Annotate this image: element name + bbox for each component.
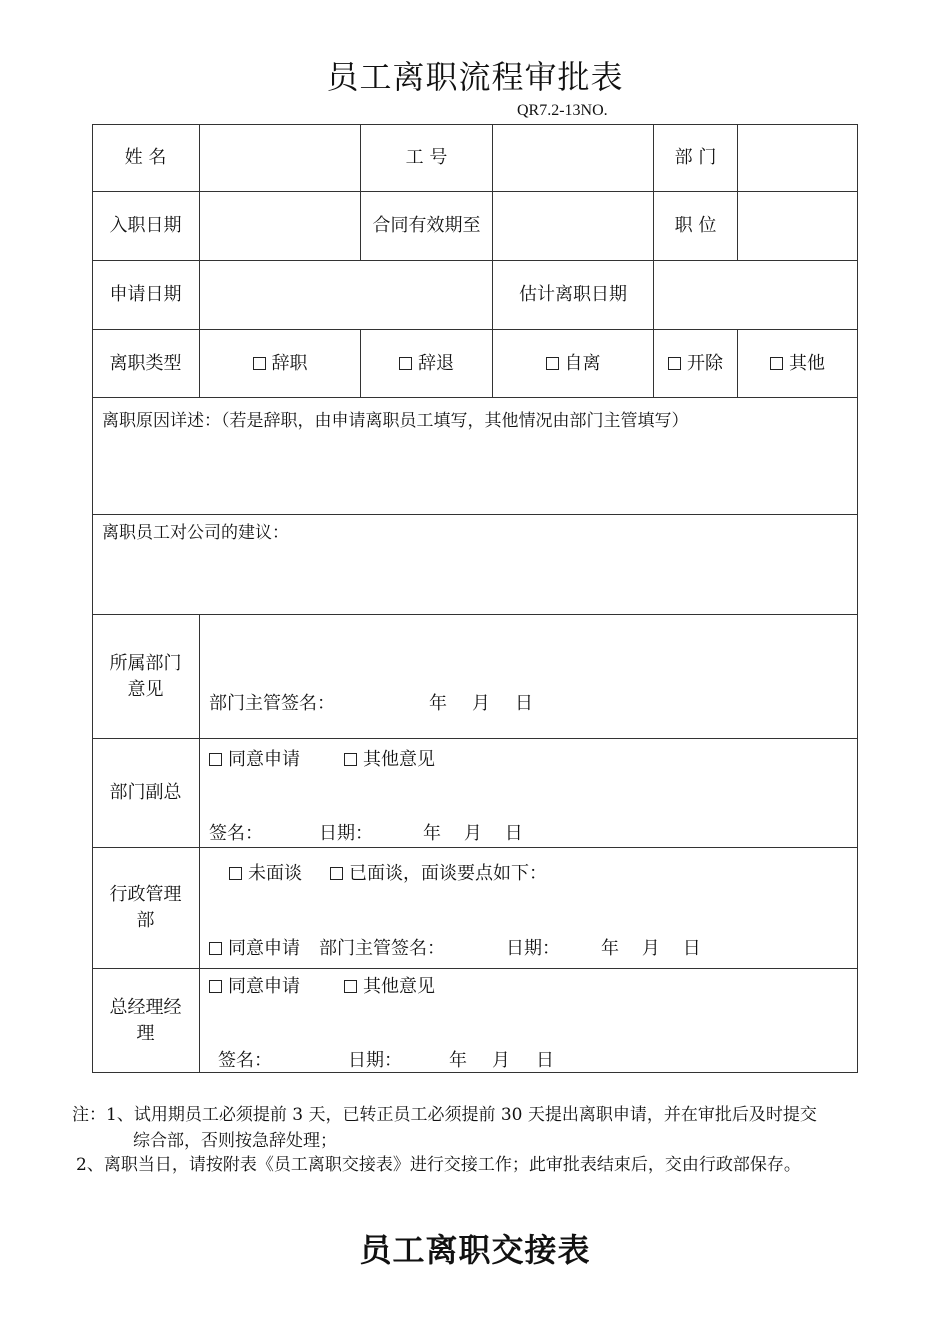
vice-agree-option[interactable]: 同意申请 [209, 745, 300, 771]
note-1: 注：1、试用期员工必须提前 3 天，已转正员工必须提前 30 天提出离职申请，并在审批后及时提交 [72, 1105, 817, 1125]
gm-year-label: 年 [449, 1050, 467, 1071]
department-field[interactable] [738, 124, 858, 192]
dept-opinion-field[interactable] [200, 615, 858, 739]
option-other[interactable]: 其他 [738, 330, 858, 398]
admin-sign-label: 部门主管签名： [319, 938, 445, 959]
dept-opinion-label: 所属部门 意见 [92, 615, 200, 739]
gm-agree-option[interactable]: 同意申请 [209, 972, 300, 998]
vice-sign-label: 签名： [209, 823, 263, 844]
approval-form-table [92, 124, 858, 1073]
employee-id-label: 工 号 [361, 124, 493, 192]
admin-dept-label: 行政管理 部 [92, 848, 200, 969]
leave-type-label: 离职类型 [92, 330, 200, 398]
checkbox-icon[interactable] [229, 867, 242, 880]
estimated-leave-date-field[interactable] [654, 261, 858, 330]
month-label: 月 [472, 693, 490, 714]
general-manager-field[interactable] [200, 969, 858, 1073]
general-manager-label: 总经理经 理 [92, 969, 200, 1073]
year-label: 年 [429, 693, 447, 714]
suggestion-section[interactable] [92, 515, 858, 615]
checkbox-icon[interactable] [344, 980, 357, 993]
interviewed-option[interactable]: 已面谈，面谈要点如下： [330, 859, 547, 885]
employee-id-field[interactable] [493, 124, 654, 192]
department-label: 部 门 [654, 124, 738, 192]
option-resign[interactable]: 辞职 [200, 330, 361, 398]
vice-other-option[interactable]: 其他意见 [344, 745, 435, 771]
note-1-continued: 综合部，否则按急辞处理； [133, 1131, 337, 1151]
leave-reason-section[interactable] [92, 398, 858, 515]
not-interviewed-option[interactable]: 未面谈 [229, 859, 302, 885]
vice-ymd-label: 年 月 日 [423, 823, 523, 844]
estimated-leave-date-label: 估计离职日期 [493, 261, 654, 330]
position-field[interactable] [738, 192, 858, 261]
option-self-leave[interactable]: 自离 [493, 330, 654, 398]
form-code: QR7.2-13NO. [517, 102, 608, 119]
dept-manager-sign-label: 部门主管签名： [209, 693, 335, 714]
checkbox-icon[interactable] [330, 867, 343, 880]
gm-date-label: 日期： [348, 1050, 402, 1071]
apply-date-label: 申请日期 [92, 261, 200, 330]
vice-president-label: 部门副总 [92, 739, 200, 848]
checkbox-icon[interactable] [209, 980, 222, 993]
contract-expiry-label: 合同有效期至 [361, 192, 493, 261]
checkbox-icon[interactable] [344, 753, 357, 766]
option-dismiss[interactable]: 辞退 [361, 330, 493, 398]
position-label: 职 位 [654, 192, 738, 261]
form-title: 员工离职流程审批表 [326, 58, 624, 96]
apply-date-field[interactable] [200, 261, 493, 330]
vice-date-label: 日期： [319, 823, 373, 844]
option-fired[interactable]: 开除 [654, 330, 738, 398]
checkbox-icon[interactable] [668, 357, 681, 370]
gm-sign-label: 签名： [218, 1050, 272, 1071]
gm-month-label: 月 [492, 1050, 510, 1071]
hire-date-label: 入职日期 [92, 192, 200, 261]
note-2: 2、离职当日，请按附表《员工离职交接表》进行交接工作；此审批表结束后，交由行政部保存。 [76, 1155, 801, 1175]
checkbox-icon[interactable] [399, 357, 412, 370]
vice-president-field[interactable] [200, 739, 858, 848]
checkbox-icon[interactable] [770, 357, 783, 370]
checkbox-icon[interactable] [209, 753, 222, 766]
checkbox-icon[interactable] [209, 942, 222, 955]
gm-other-option[interactable]: 其他意见 [344, 972, 435, 998]
day-label: 日 [515, 693, 533, 714]
name-label: 姓 名 [92, 124, 200, 192]
handover-form-title: 员工离职交接表 [359, 1231, 591, 1269]
admin-agree-option[interactable]: 同意申请 [209, 934, 300, 960]
checkbox-icon[interactable] [253, 357, 266, 370]
admin-date-label: 日期： [506, 938, 560, 959]
leave-reason-label: 离职原因详述：（若是辞职，由申请离职员工填写，其他情况由部门主管填写） [102, 411, 689, 431]
contract-expiry-field[interactable] [493, 192, 654, 261]
gm-day-label: 日 [536, 1050, 554, 1071]
admin-dept-field[interactable] [200, 848, 858, 969]
suggestion-label: 离职员工对公司的建议： [102, 523, 289, 543]
checkbox-icon[interactable] [546, 357, 559, 370]
admin-ymd-label: 年 月 日 [601, 938, 701, 959]
hire-date-field[interactable] [200, 192, 361, 261]
name-field[interactable] [200, 124, 361, 192]
